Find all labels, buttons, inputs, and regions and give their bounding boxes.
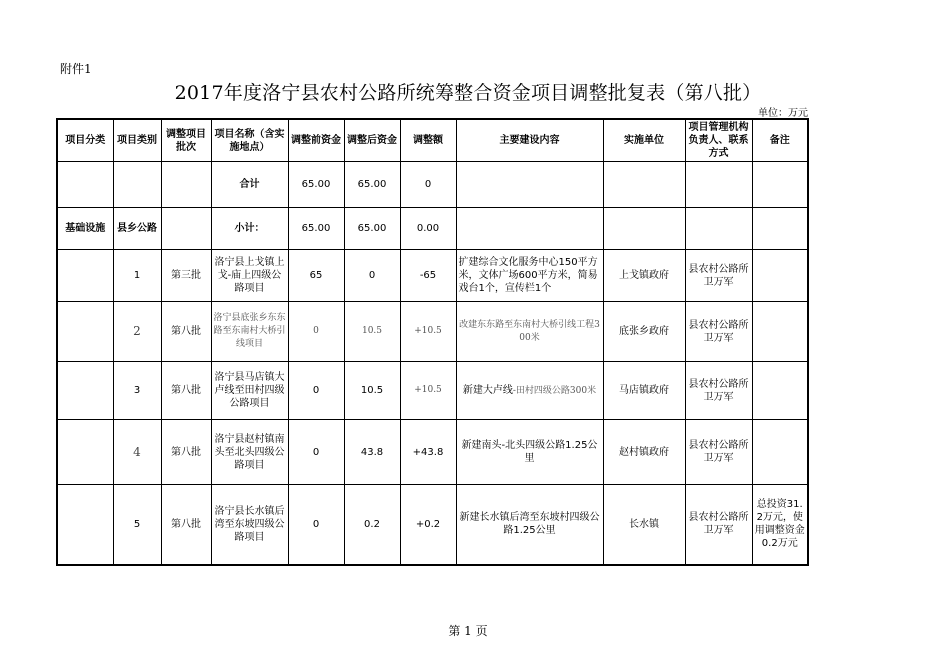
col-header: 项目分类 [57, 119, 113, 162]
subtotal-after: 65.00 [344, 208, 400, 250]
row-batch: 第八批 [161, 485, 211, 565]
row-no: 4 [113, 420, 161, 485]
subtotal-row [57, 208, 808, 250]
row-no: 2 [113, 302, 161, 362]
total-row [57, 162, 808, 208]
row-before: 65 [288, 250, 344, 302]
table-header-row [57, 119, 808, 162]
category-cell: 基础设施 [57, 208, 113, 250]
table-row [57, 302, 808, 362]
attachment-label: 附件1 [60, 62, 92, 76]
col-header: 项目名称（含实施地点） [211, 119, 288, 162]
row-batch: 第八批 [161, 302, 211, 362]
col-header: 项目管理机构负责人、联系方式 [685, 119, 752, 162]
row-delta: +43.8 [400, 420, 456, 485]
document-title: 2017年度洛宁县农村公路所统筹整合资金项目调整批复表（第八批） [174, 82, 762, 104]
type-cell: 县乡公路 [113, 208, 161, 250]
subtotal-label: 小计： [211, 208, 288, 250]
row-content: 改建东东路至东南村大桥引线工程300米 [456, 302, 603, 362]
row-batch: 第八批 [161, 420, 211, 485]
row-after: 43.8 [344, 420, 400, 485]
row-note [752, 362, 808, 420]
row-unit: 底张乡政府 [603, 302, 685, 362]
row-batch: 第八批 [161, 362, 211, 420]
row-content: 新建南头-北头四级公路1.25公里 [456, 420, 603, 485]
row-after: 10.5 [344, 302, 400, 362]
table-row [57, 362, 808, 420]
row-delta: +10.5 [400, 362, 456, 420]
row-after: 10.5 [344, 362, 400, 420]
total-before: 65.00 [288, 162, 344, 208]
col-header: 调整后资金 [344, 119, 400, 162]
col-header: 调整额 [400, 119, 456, 162]
row-after: 0.2 [344, 485, 400, 565]
total-after: 65.00 [344, 162, 400, 208]
approval-table [56, 118, 809, 566]
row-name: 洛宁县底张乡东东路至东南村大桥引线项目 [211, 302, 288, 362]
row-manager: 县农村公路所卫万军 [685, 420, 752, 485]
row-name: 洛宁县马店镇大卢线至田村四级公路项目 [211, 362, 288, 420]
col-header: 项目类别 [113, 119, 161, 162]
col-header: 调整前资金 [288, 119, 344, 162]
total-delta: 0 [400, 162, 456, 208]
row-content-part: 新建大卢线 [462, 384, 513, 396]
row-note [752, 302, 808, 362]
row-note [752, 250, 808, 302]
row-delta: -65 [400, 250, 456, 302]
row-content: 新建长水镇后湾至东坡村四级公路1.25公里 [456, 485, 603, 565]
col-header: 主要建设内容 [456, 119, 603, 162]
row-before: 0 [288, 485, 344, 565]
row-content-part: -田村四级公路300米 [512, 385, 597, 396]
row-unit: 赵村镇政府 [603, 420, 685, 485]
row-name: 洛宁县长水镇后湾至东坡四级公路项目 [211, 485, 288, 565]
subtotal-before: 65.00 [288, 208, 344, 250]
col-header: 调整项目批次 [161, 119, 211, 162]
row-batch: 第三批 [161, 250, 211, 302]
row-name: 洛宁县上戈镇上戈-庙上四级公路项目 [211, 250, 288, 302]
row-name: 洛宁县赵村镇南头至北头四级公路项目 [211, 420, 288, 485]
row-manager: 县农村公路所卫万军 [685, 302, 752, 362]
row-content [456, 362, 603, 420]
row-no: 3 [113, 362, 161, 420]
col-header: 实施单位 [603, 119, 685, 162]
col-header: 备注 [752, 119, 808, 162]
row-after: 0 [344, 250, 400, 302]
table-row [57, 420, 808, 485]
table-row [57, 485, 808, 565]
subtotal-delta: 0.00 [400, 208, 456, 250]
table-row [57, 250, 808, 302]
row-unit: 马店镇政府 [603, 362, 685, 420]
row-unit: 长水镇 [603, 485, 685, 565]
row-no: 5 [113, 485, 161, 565]
row-before: 0 [288, 362, 344, 420]
row-delta: +10.5 [400, 302, 456, 362]
unit-label: 单位：万元 [758, 108, 808, 119]
row-delta: +0.2 [400, 485, 456, 565]
row-content: 扩建综合文化服务中心150平方米，文体广场600平方米，简易戏台1个，宣传栏1个 [456, 250, 603, 302]
row-unit: 上戈镇政府 [603, 250, 685, 302]
row-before: 0 [288, 420, 344, 485]
row-manager: 县农村公路所卫万军 [685, 250, 752, 302]
row-note [752, 420, 808, 485]
row-manager: 县农村公路所卫万军 [685, 485, 752, 565]
row-before: 0 [288, 302, 344, 362]
row-manager: 县农村公路所卫万军 [685, 362, 752, 420]
row-note: 总投资31.2万元，使用调整资金0.2万元 [752, 485, 808, 565]
page-number: 第 1 页 [448, 624, 488, 638]
row-no: 1 [113, 250, 161, 302]
total-label: 合计 [211, 162, 288, 208]
